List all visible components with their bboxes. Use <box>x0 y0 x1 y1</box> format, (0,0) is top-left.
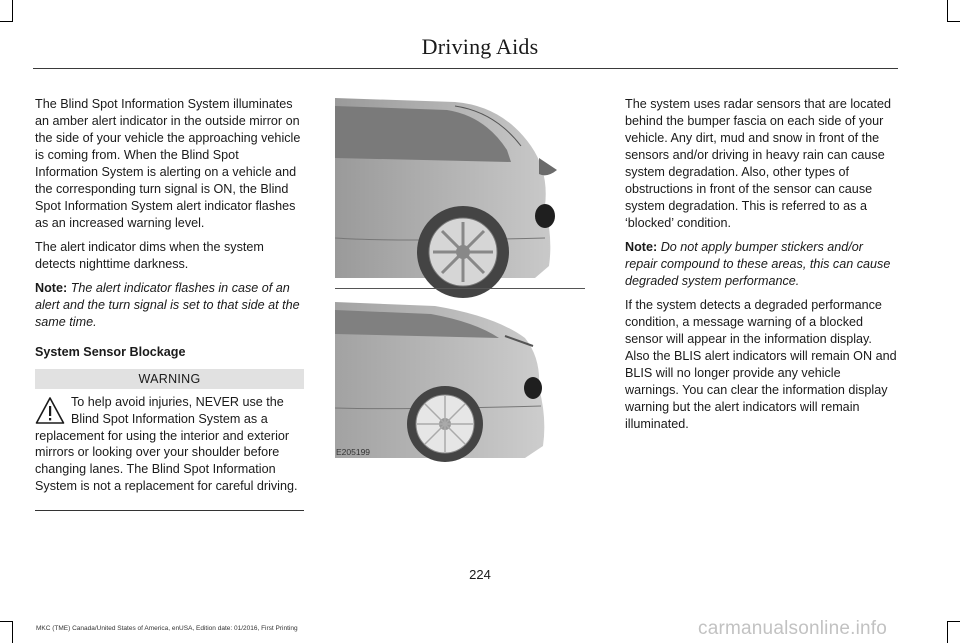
crop-mark <box>12 621 13 643</box>
warning-divider <box>35 510 304 511</box>
left-column <box>35 96 305 368</box>
dimming-paragraph: The alert indicator dims when the system detects nighttime darkness. <box>35 240 264 271</box>
section-heading: System Sensor Blockage <box>35 345 186 359</box>
degraded-paragraph: If the system detects a degraded performance condition, a message warning of a blocked sensor will appear in the information display. Also the BLIS alert indicators will remain ON and BLIS will no longer provide any vehicle warnings. You can clear the information display warning but the alert indicators will remain illuminated. <box>625 298 897 431</box>
crop-mark <box>0 21 13 22</box>
figure-divider <box>335 288 585 289</box>
note-label: Note: <box>35 281 68 295</box>
intro-paragraph: The Blind Spot Information System illuminates an amber alert indicator in the outside mirror on the side of your vehicle the approaching vehicle is coming from. When the Blind Spot Information System is alerting on a vehicle and the corresponding turn signal is ON, the Blind Spot Information System alert indicator flashes as an increased warning level. <box>35 97 301 230</box>
note-text: Do not apply bumper stickers and/or repair compound to these areas, this can cause degraded system performance. <box>625 240 891 288</box>
note-paragraph <box>35 280 305 331</box>
watermark: carmanualsonline.info <box>698 618 888 639</box>
figure-code: E205199 <box>336 447 371 457</box>
crop-mark <box>947 621 960 622</box>
right-column <box>625 96 897 440</box>
note-label: Note: <box>625 240 658 254</box>
warning-text: To help avoid injuries, NEVER use the Blind Spot Information System as a replacement for using the interior and exterior mirrors or looking over your shoulder before changing lanes. The Blind Spot Information System is not a replacement for careful driving. <box>35 395 298 493</box>
page-number: 224 <box>469 567 491 582</box>
sedan-rear-view <box>335 302 544 462</box>
crop-mark <box>0 621 13 622</box>
footer-edition: MKC (TME) Canada/United States of America, enUSA, Edition date: 01/2016, First Printing <box>36 625 298 632</box>
crop-mark <box>947 621 948 643</box>
warning-triangle-icon <box>35 396 65 426</box>
crop-mark <box>12 0 13 22</box>
radar-paragraph: The system uses radar sensors that are located behind the bumper fascia on each side of your vehicle. Any dirt, mud and snow in front of the sensors and/or driving in heavy rain can cause system degradation. Also, other types of obstructions in front of the sensor can cause system degradation. This is referred to as a ‘blocked’ condition. <box>625 97 891 230</box>
note-text: The alert indicator flashes in case of an alert and the turn signal is set to that side at the same time. <box>35 281 300 329</box>
warning-box <box>35 394 305 495</box>
note-paragraph <box>625 239 897 290</box>
page-title: Driving Aids <box>421 34 539 59</box>
crop-mark <box>947 21 960 22</box>
vehicle-rear-illustration <box>335 88 585 468</box>
header-divider <box>33 68 898 69</box>
crop-mark <box>947 0 948 22</box>
warning-header: WARNING <box>35 369 304 389</box>
suv-rear-view <box>335 98 557 298</box>
